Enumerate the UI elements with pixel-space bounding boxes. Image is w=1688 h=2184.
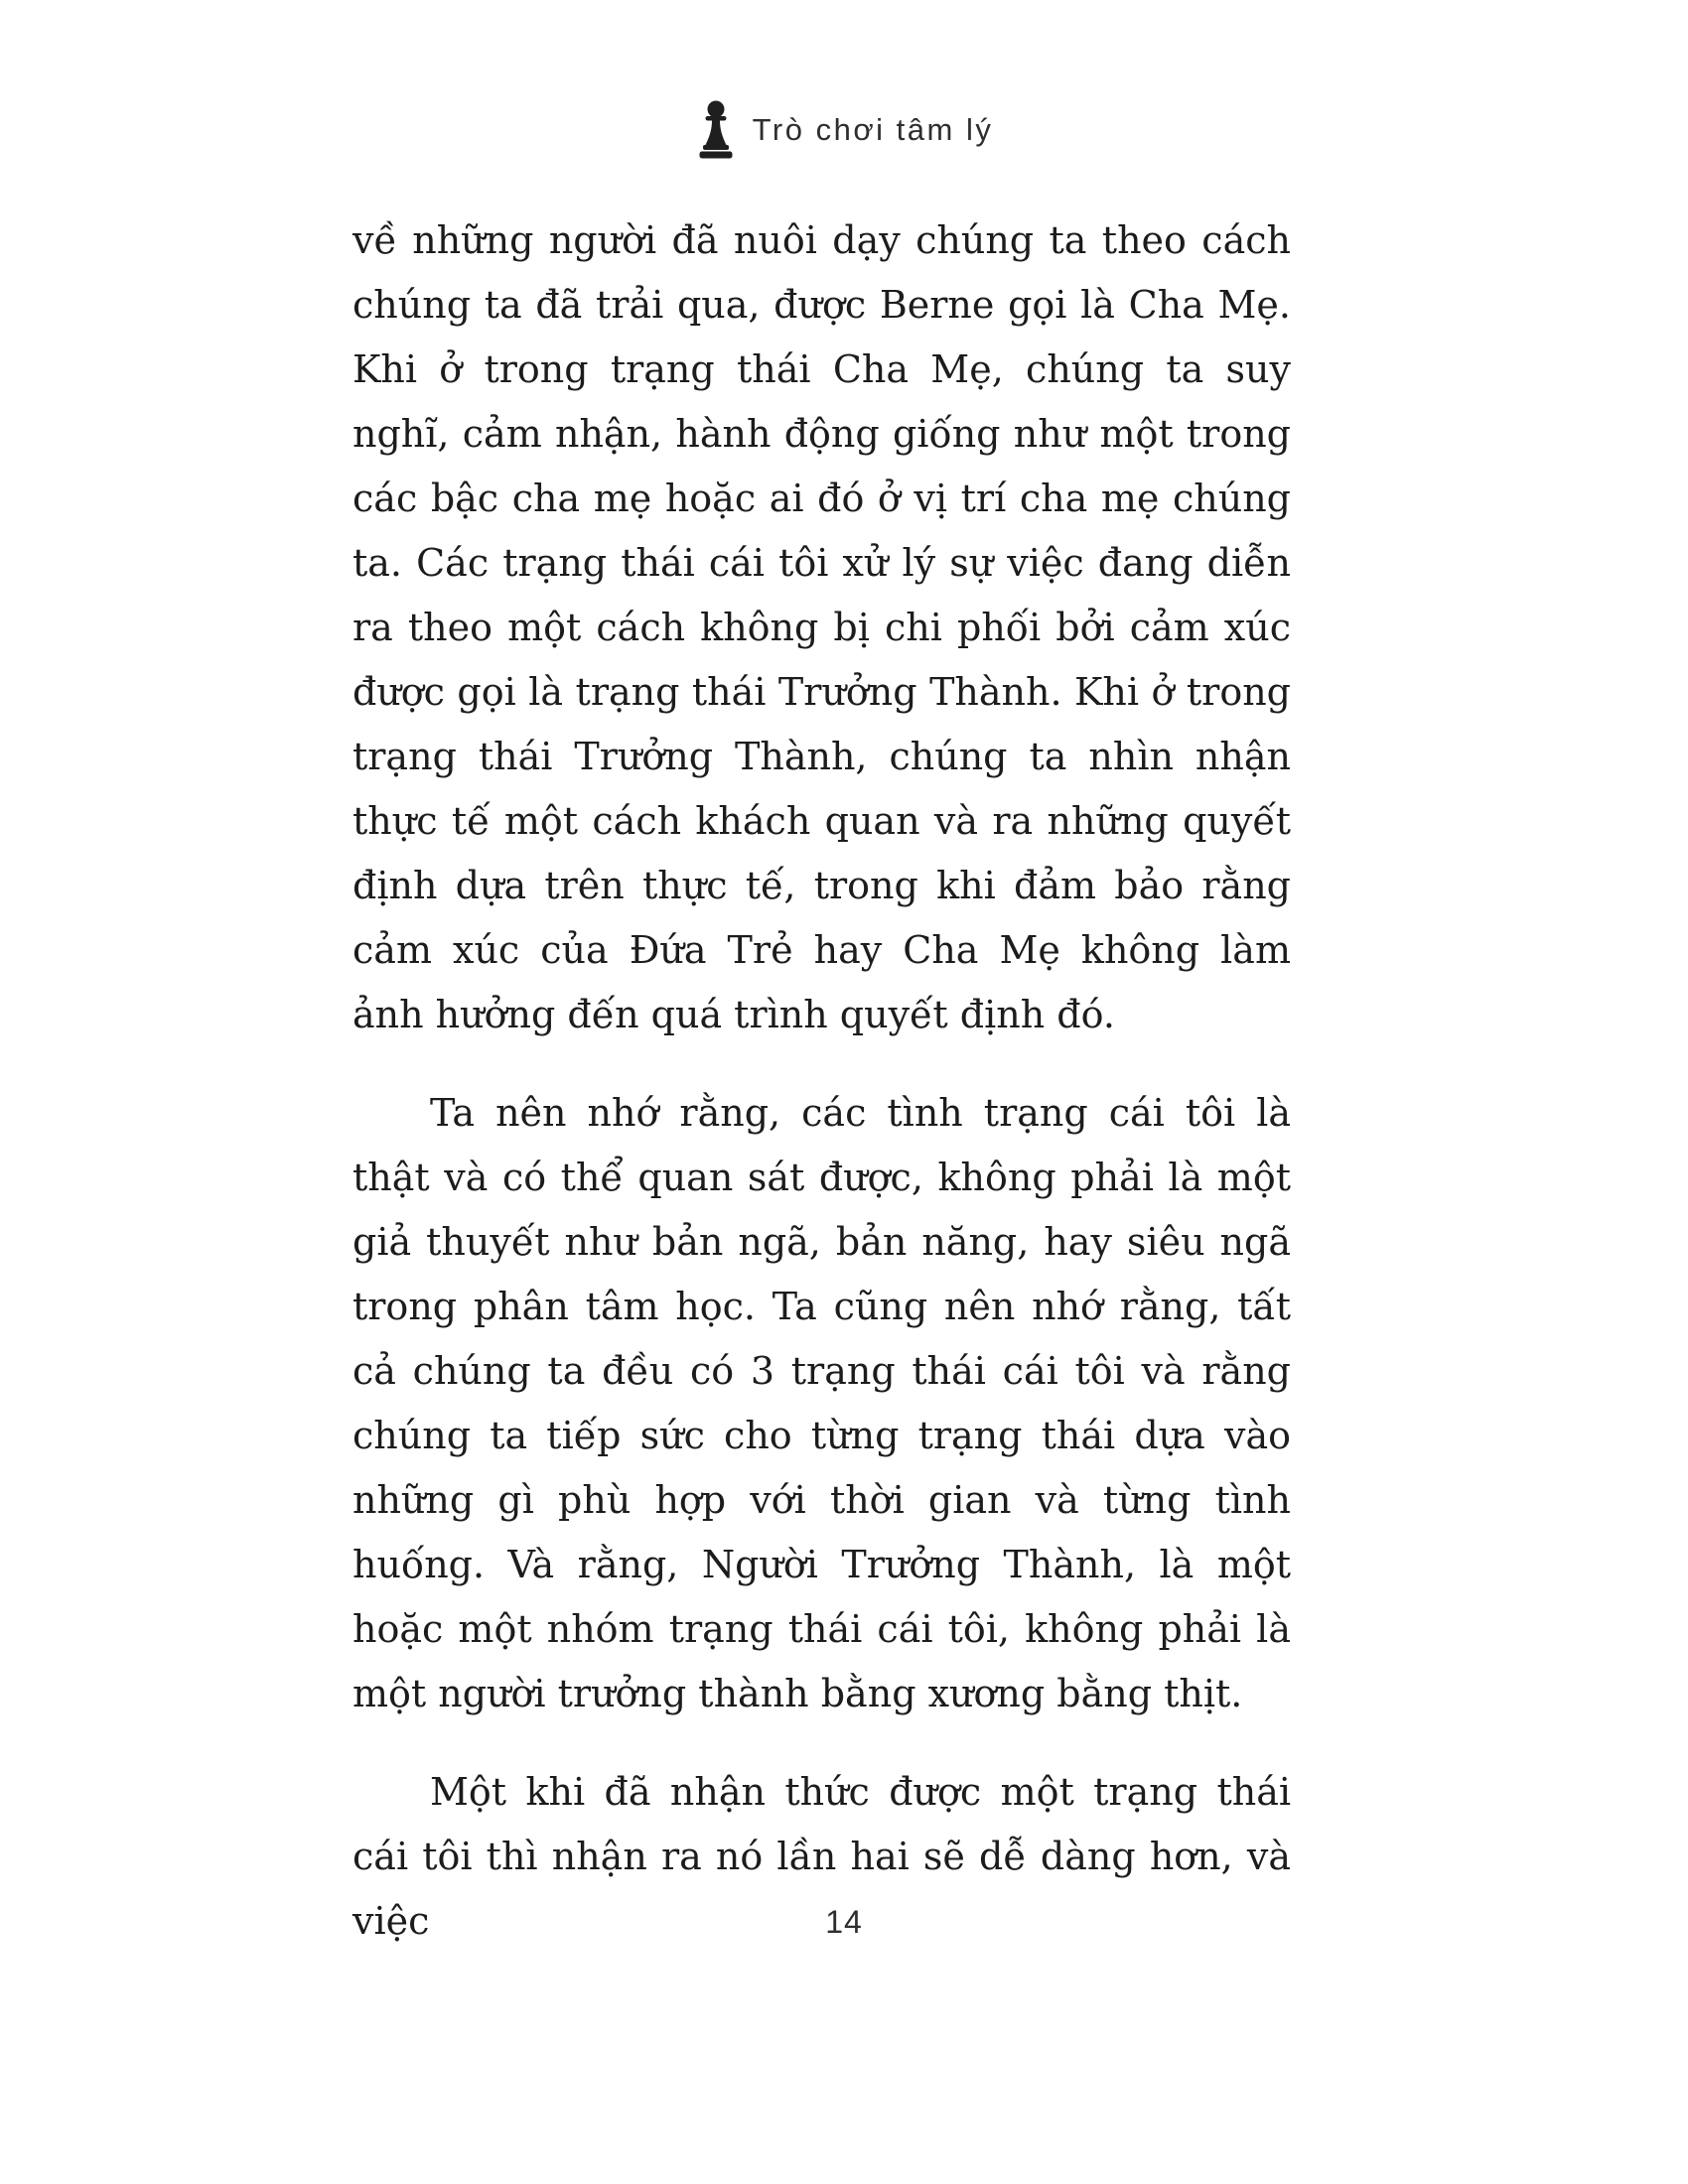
paragraph: Ta nên nhớ rằng, các tình trạng cái tôi là thật và có thể quan sát được, không phải là một giả thuyết như bản ngã, bản năng, hay siêu ngã trong phân tâm học. Ta cũng nên nhớ rằng, tất cả chúng ta đều có 3 trạng thái cái tôi và rằng chúng ta tiếp sức cho từng trạng thái dựa vào những gì phù hợp với thời gian và từng tình huống. Và rằng, Người Trưởng Thành, là một hoặc một nhóm trạng thái cái tôi, không phải là một người trưởng thành bằng xương bằng thịt.	[352, 1091, 1291, 1715]
paragraph: Một khi đã nhận thức được một trạng thái cái tôi thì nhận ra nó lần hai sẽ dễ dàng hơn, và việc	[352, 1770, 1291, 1943]
page-footer	[0, 1904, 1688, 1941]
paragraph: về những người đã nuôi dạy chúng ta theo cách chúng ta đã trải qua, được Berne gọi là Cha Mẹ. Khi ở trong trạng thái Cha Mẹ, chúng ta suy nghĩ, cảm nhận, hành động giống như một trong các bậc cha mẹ hoặc ai đó ở vị trí cha mẹ chúng ta. Các trạng thái cái tôi xử lý sự việc đang diễn ra theo một cách không bị chi phối bởi cảm xúc được gọi là trạng thái Trưởng Thành. Khi ở trong trạng thái Trưởng Thành, chúng ta nhìn nhận thực tế một cách khách quan và ra những quyết định dựa trên thực tế, trong khi đảm bảo rằng cảm xúc của Đứa Trẻ hay Cha Mẹ không làm ảnh hưởng đến quá trình quyết định đó.	[352, 218, 1291, 1036]
running-head-title: Trò chơi tâm lý	[752, 112, 994, 147]
body-text	[352, 208, 1291, 1987]
chess-pawn-icon	[695, 99, 737, 161]
page-number: 14	[825, 1904, 863, 1940]
page-header	[0, 99, 1688, 161]
